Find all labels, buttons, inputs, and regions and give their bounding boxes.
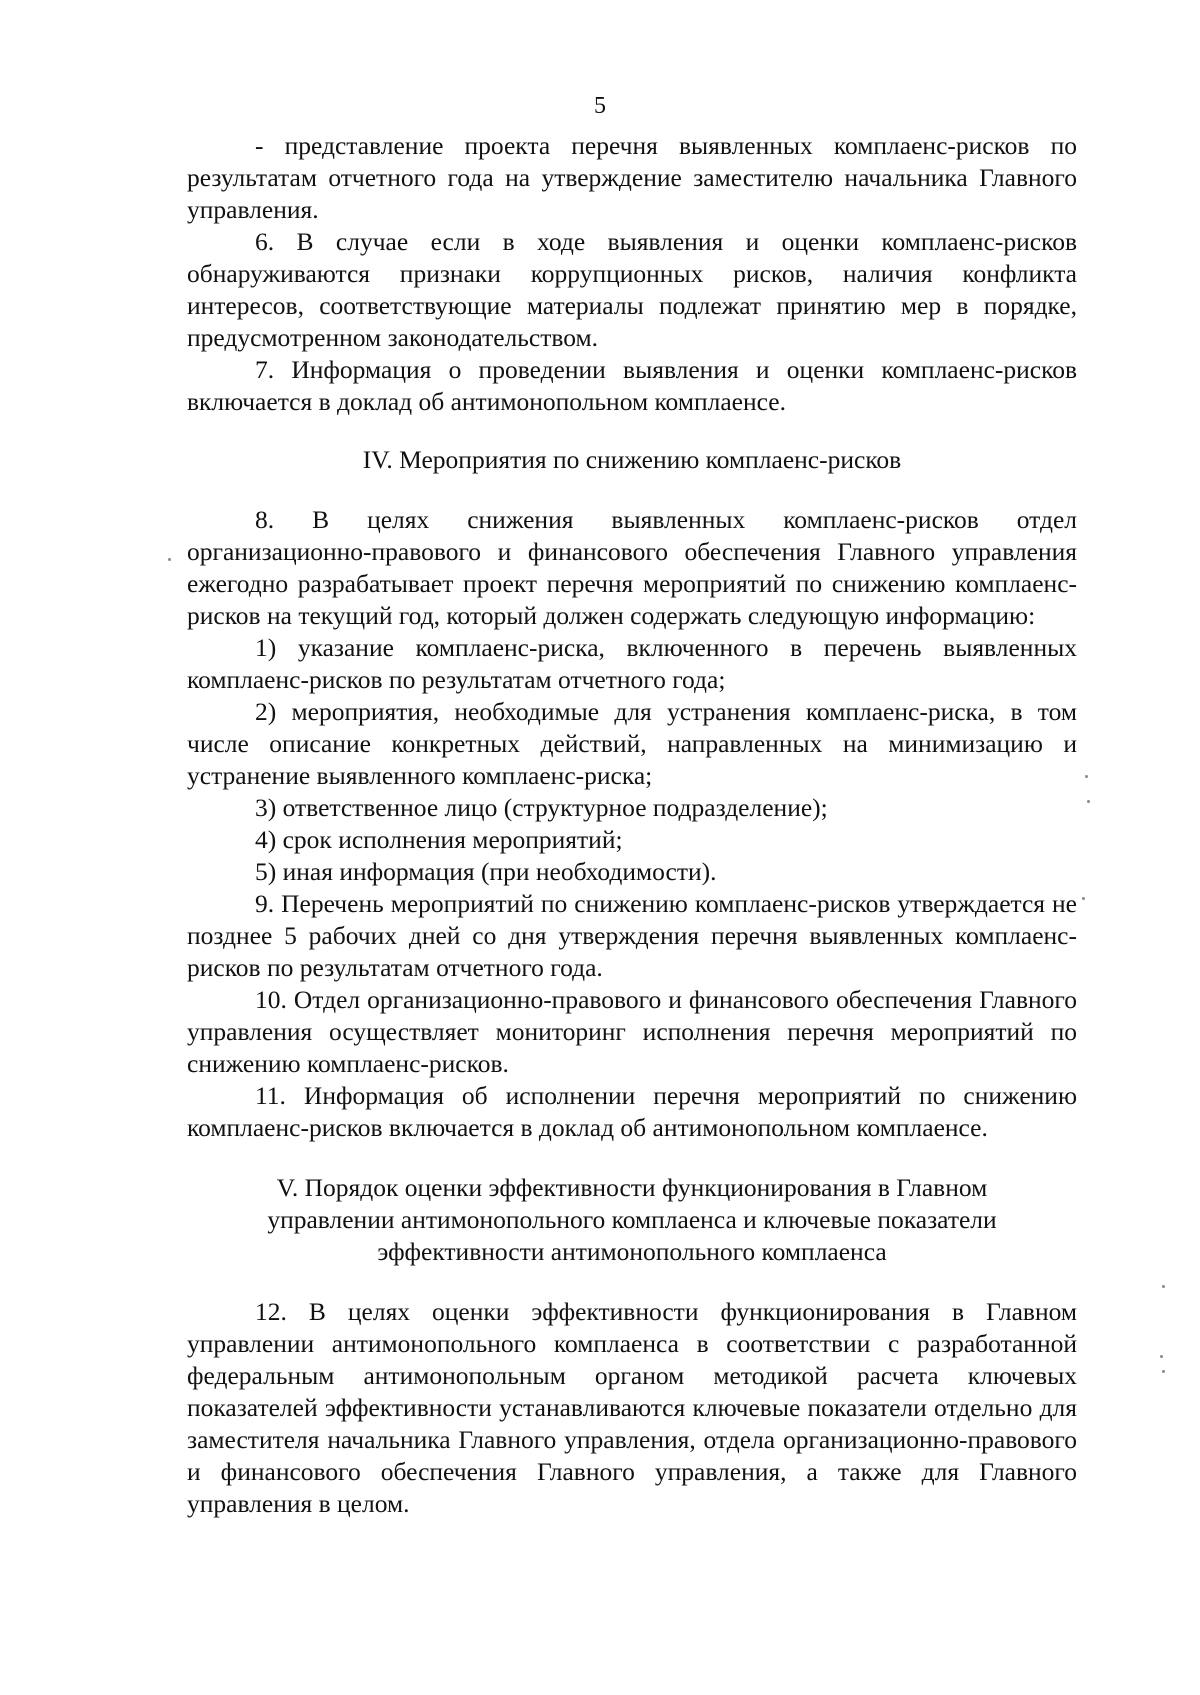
section-iv-heading: IV. Мероприятия по снижению комплаенс-рисков (362, 445, 902, 474)
paragraph-10: 10. Отдел организационно-правового и финансового обеспечения Главного управления осуществляет мониторинг исполнения перечня мероприятий по снижению комплаенс-рисков. (187, 985, 1077, 1078)
paragraph-12: 12. В целях оценки эффективности функционирования в Главном управлении антимонопольного комплаенса в соответствии с разработанной федеральным антимонопольным органом методикой расчета ключевых показателей эффективности устанавливаются ключевые показатели отдельно для заместителя начальника Главного управления, отдела организационно-правового и финансового обеспечения Главного управления, а также для Главного управления в целом. (187, 1297, 1077, 1518)
list-item-1: 1) указание комплаенс-риска, включенного в перечень выявленных комплаенс-рисков по результатам отчетного года; (187, 633, 1077, 694)
scan-speck (168, 558, 171, 561)
list-item-3: 3) ответственное лицо (структурное подразделение); (255, 793, 828, 822)
paragraph-9: 9. Перечень мероприятий по снижению комплаенс-рисков утверждается не позднее 5 рабочих дней со дня утверждения перечня выявленных комплаенс-рисков по результатам отчетного года. (187, 889, 1077, 982)
paragraph-11: 11. Информация об исполнении перечня мероприятий по снижению комплаенс-рисков включается в доклад об антимонопольном комплаенсе. (187, 1081, 1077, 1142)
scan-speck (1082, 897, 1085, 900)
paragraph-6: 6. В случае если в ходе выявления и оценки комплаенс-рисков обнаруживаются признаки коррупционных рисков, наличия конфликта интересов, соответствующие материалы подлежат принятию мер в порядке, предусмотренном законодательством. (187, 227, 1077, 352)
scan-speck (1085, 775, 1088, 778)
scan-speck (1160, 1355, 1163, 1358)
paragraph-8: 8. В целях снижения выявленных комплаенс-рисков отдел организационно-правового и финансового обеспечения Главного управления ежегодно разрабатывает проект перечня мероприятий по снижению комплаенс-рисков на текущий год, который должен содержать следующую информацию: (187, 505, 1077, 630)
list-item-5: 5) иная информация (при необходимости). (255, 857, 717, 886)
scan-speck (1087, 800, 1090, 803)
document-body (187, 130, 1077, 1520)
list-item-2: 2) мероприятия, необходимые для устранения комплаенс-риска, в том числе описание конкретных действий, направленных на минимизацию и устранение выявленного комплаенс-риска; (187, 697, 1077, 790)
list-item-4: 4) срок исполнения мероприятий; (255, 825, 623, 854)
scan-speck (1162, 1285, 1165, 1288)
paragraph-submission: - представление проекта перечня выявленных комплаенс-рисков по результатам отчетного года на утверждение заместителю начальника Главного управления. (187, 131, 1077, 224)
page-number: 5 (594, 93, 606, 119)
scan-speck (1162, 1370, 1165, 1373)
paragraph-7: 7. Информация о проведении выявления и оценки комплаенс-рисков включается в доклад об антимонопольном комплаенсе. (187, 355, 1077, 416)
section-v-heading: V. Порядок оценки эффективности функционирования в Главном управлении антимонопольного комплаенса и ключевые показатели эффективности антимонопольного комплаенса (267, 1173, 997, 1266)
